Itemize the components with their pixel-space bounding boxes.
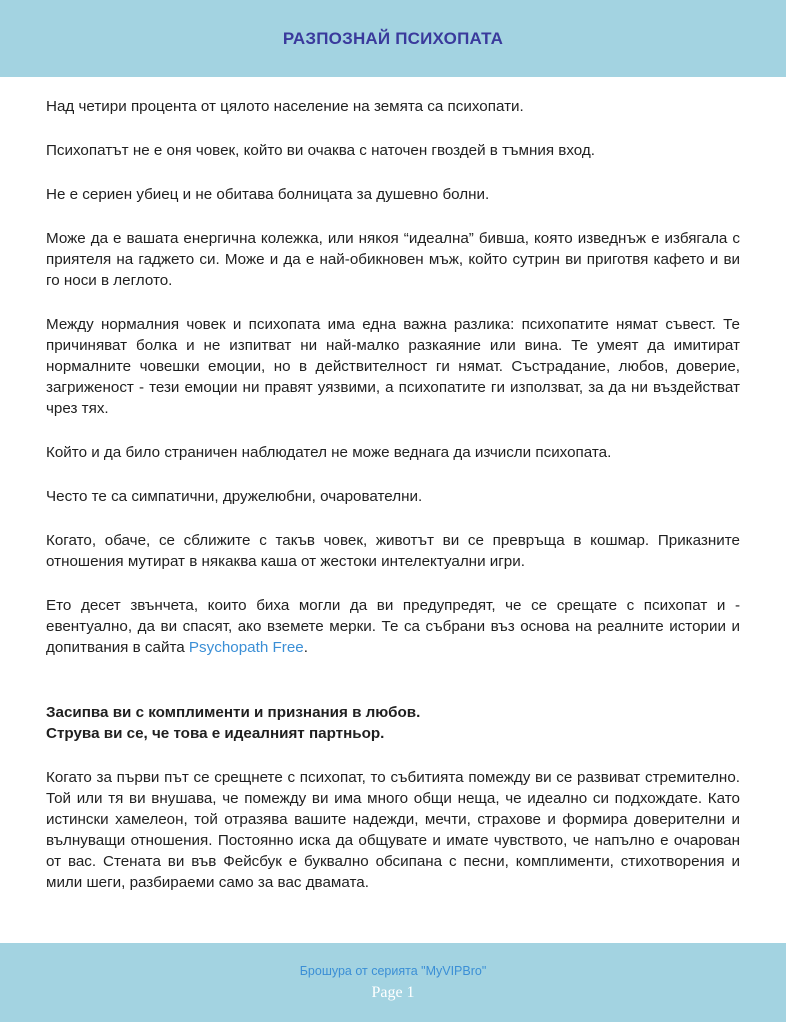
paragraph: Може да е вашата енергична колежка, или някоя “идеална” бивша, която изведнъж е избягала с приятеля на гаджето си. Може и да е най-обикновен мъж, който сутрин ви приготвя кафето и ви го носи в леглото. xyxy=(46,230,740,289)
section-heading-line: Засипва ви с комплименти и признания в любов. xyxy=(46,704,421,721)
section-paragraph: Когато за първи път се срещнете с психопат, то събитията помежду ви се развиват стремително. Той или тя ви внушава, че помежду ви има много общи неща, че идеално си подхождате. Като истински хамелеон, той отразява вашите надежди, мечти, страхове и формира доверителни и вълнуващи отношения. Постоянно иска да общувате и имате чувството, че напълно е очарован от вас. Стената ви във Фейсбук е буквално обсипана с песни, комплименти, стихотворения и мили шеги, разбираеми само за вас двамата. xyxy=(46,769,740,891)
section-heading xyxy=(46,702,740,744)
paragraph: Който и да било страничен наблюдател не може веднага да изчисли психопата. xyxy=(46,444,612,461)
paragraph: Между нормалния човек и психопата има една важна разлика: психопатите нямат съвест. Те причиняват болка и не изпитват ни най-малко разкаяние или вина. Те умеят да имитират нормалните човешки емоции, но в действителност ги нямат. Състрадание, любов, доверие, загриженост - тези емоции ни правят уязвими, а психопатите ги използват, за да ни въздействат чрез тях. xyxy=(46,316,740,417)
page-title: РАЗПОЗНАЙ ПСИХОПАТА xyxy=(282,28,504,48)
article-body xyxy=(46,96,740,916)
page-number: Page 1 xyxy=(371,984,415,1001)
paragraph: Когато, обаче, се сближите с такъв човек, животът ви се превръща в кошмар. Приказните отношения мутират в някаква каша от жестоки интелектуални игри. xyxy=(46,532,740,570)
intro-text: Ето десет звънчета, които биха могли да ви предупредят, че се срещате с психопат и - евентуално, да ви спасят, ако вземете мерки. Те са събрани въз основа на реалните истории и допитвания в сайта xyxy=(46,597,740,656)
section-heading-line: Струва ви се, че това е идеалният партньор. xyxy=(46,725,385,742)
paragraph: Не е сериен убиец и не обитава болницата за душевно болни. xyxy=(46,186,490,203)
page-footer xyxy=(0,943,786,1022)
page-header xyxy=(0,0,786,77)
intro-text-end: . xyxy=(303,639,308,656)
series-label: Брошура от серията "MyVIPBro" xyxy=(299,964,487,978)
paragraph: Често те са симпатични, дружелюбни, очарователни. xyxy=(46,488,423,505)
paragraph: Над четири процента от цялото население на земята са психопати. xyxy=(46,98,524,115)
psychopath-free-link[interactable]: Psychopath Free xyxy=(188,639,304,656)
intro-paragraph xyxy=(46,595,740,658)
paragraph: Психопатът не е оня човек, който ви очаква с наточен гвоздей в тъмния вход. xyxy=(46,142,595,159)
